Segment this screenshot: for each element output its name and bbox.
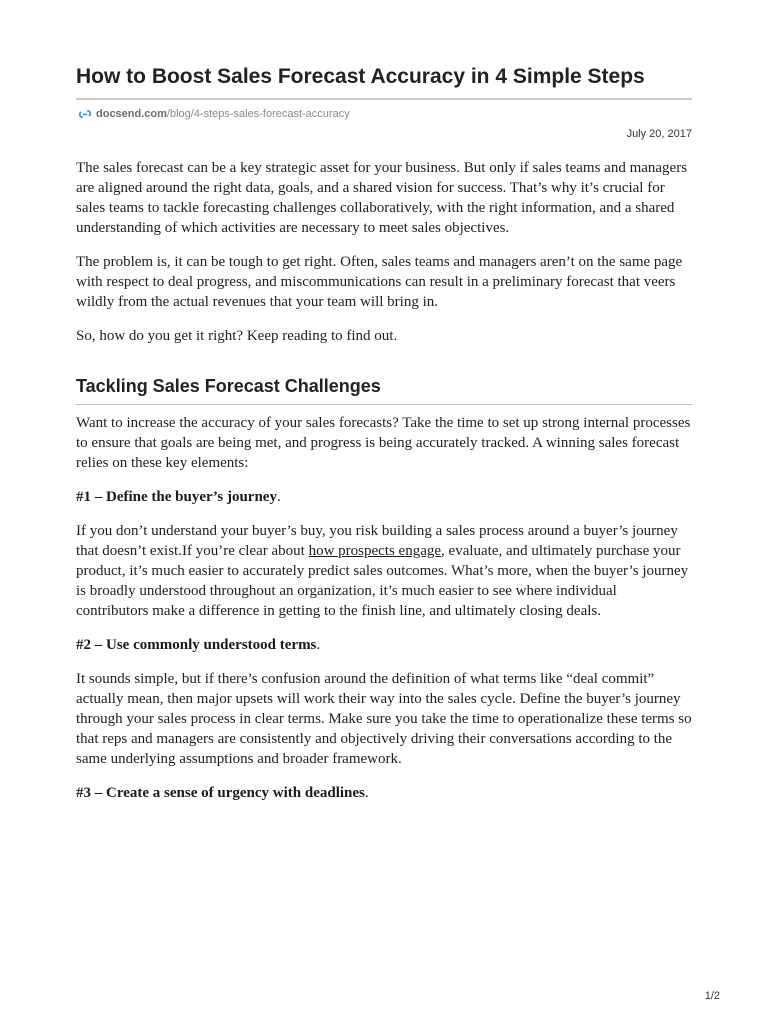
step-1-text-before-link: If you don’t understand your buyer’s buy, you risk building a sales process around a buyer’s journey that doesn’t exist.If you’re clear about bbox=[76, 523, 678, 559]
intro-paragraph-1: The sales forecast can be a key strategic asset for your business. But only if sales teams and managers are aligned around the right data, goals, and a shared vision for success. That’s why it’s crucial for sales teams to tackle forecasting challenges collaboratively, with the right information, and a shared understanding of which activities are necessary to meet sales objectives. bbox=[76, 160, 688, 236]
intro-paragraph-2: The problem is, it can be tough to get right. Often, sales teams and managers aren’t on the same page with respect to deal progress, and miscommunications can result in a preliminary forecast that veers wildly from the actual revenues that your team will bring in. bbox=[76, 254, 683, 310]
article-title: How to Boost Sales Forecast Accuracy in 4 Simple Steps bbox=[76, 65, 645, 88]
link-chain-icon bbox=[78, 107, 92, 121]
document-page bbox=[76, 0, 692, 803]
step-2-heading bbox=[76, 635, 692, 655]
step-1-title: #1 – Define the buyer’s journey bbox=[76, 489, 277, 505]
intro-paragraph-3: So, how do you get it right? Keep reading to find out. bbox=[76, 328, 398, 344]
step-3-period: . bbox=[364, 785, 369, 801]
page-number: 1/2 bbox=[704, 990, 720, 1002]
source-domain[interactable]: docsend.com bbox=[96, 108, 167, 120]
step-2-paragraph: It sounds simple, but if there’s confusion around the definition of what terms like “deal commit” actually mean, then major upsets will work their way into the sales cycle. Define the buyer’s journey through your sales process in clear terms. Make sure you take the time to operationalize these terms so that reps and managers are consistently and objectively driving their conversations according to the same underlying assumptions and broader framework. bbox=[76, 671, 692, 767]
step-3-heading bbox=[76, 783, 692, 803]
step-1-text-after-link: , evaluate, and ultimately purchase your product, it’s much easier to accurately predict sales outcomes. What’s more, when the buyer’s journey is broadly understood throughout an organization, it’s much easier to see where individual contributors make a difference in getting to the finish line, and ultimately closing deals. bbox=[76, 543, 689, 619]
step-2-period: . bbox=[316, 637, 321, 653]
title-divider bbox=[76, 98, 692, 100]
section-heading: Tackling Sales Forecast Challenges bbox=[76, 376, 381, 396]
step-1-period: . bbox=[276, 489, 281, 505]
publish-date: July 20, 2017 bbox=[626, 128, 692, 140]
step-1-heading bbox=[76, 487, 692, 507]
step-3-title: #3 – Create a sense of urgency with deadlines bbox=[76, 785, 365, 801]
prospects-engage-link[interactable]: how prospects engage bbox=[308, 543, 442, 559]
step-2-title: #2 – Use commonly understood terms bbox=[76, 637, 317, 653]
source-path[interactable]: /blog/4-steps-sales-forecast-accuracy bbox=[166, 108, 350, 120]
section-divider bbox=[76, 404, 692, 405]
source-line bbox=[76, 106, 692, 122]
step-1-paragraph bbox=[76, 521, 692, 621]
section-intro-paragraph: Want to increase the accuracy of your sales forecasts? Take the time to set up strong internal processes to ensure that goals are being met, and progress is being accurately tracked. A winning sales forecast relies on these key elements: bbox=[76, 415, 691, 471]
